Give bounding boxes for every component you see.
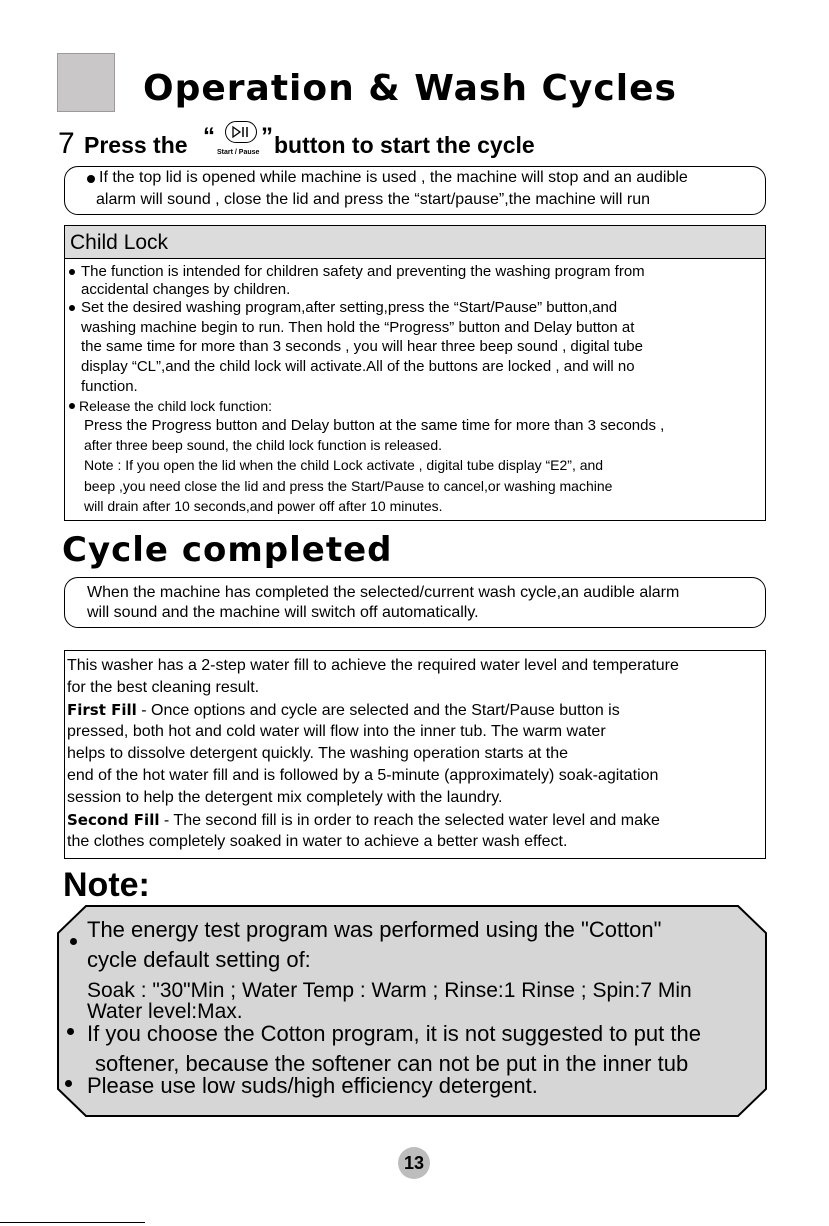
second-fill-line (67, 811, 660, 830)
note-line-5: If you choose the Cotton program, it is not suggested to put the (87, 1021, 701, 1046)
child-lock-line: will drain after 10 seconds,and power off after 10 minutes. (84, 498, 443, 514)
water-fill-line: session to help the detergent mix completely with the laundry. (67, 789, 503, 806)
water-fill-line: This washer has a 2-step water fill to achieve the required water level and temperature (67, 657, 679, 674)
lid-notice-box (64, 166, 766, 215)
child-lock-line: display “CL”,and the child lock will activate.All of the buttons are locked , and will no (81, 358, 635, 375)
child-lock-line: Press the Progress button and Delay button at the same time for more than 3 seconds , (84, 417, 665, 434)
child-lock-line: beep ,you need close the lid and press the Start/Pause to cancel,or washing machine (84, 478, 613, 494)
open-quote: “ (203, 123, 215, 150)
water-fill-line: the clothes completely soaked in water to achieve a better wash effect. (67, 833, 568, 850)
cycle-completed-title: Cycle completed (62, 530, 393, 570)
close-quote: ” (261, 123, 273, 150)
page-number: 13 (403, 1153, 425, 1173)
page-title: Operation & Wash Cycles (143, 68, 677, 109)
step-number: 7 (58, 127, 75, 160)
water-fill-line: end of the hot water fill and is followed by a 5-minute (approximately) soak-agitation (67, 767, 659, 784)
child-lock-line: the same time for more than 3 seconds , you will hear three beep sound , digital tube (81, 338, 643, 355)
child-lock-line: Set the desired washing program,after setting,press the “Start/Pause” button,and (81, 299, 618, 316)
water-fill-line: helps to dissolve detergent quickly. The washing operation starts at the (67, 745, 569, 762)
child-lock-line: after three beep sound, the child lock function is released. (84, 437, 442, 453)
start-pause-icon (225, 121, 257, 143)
child-lock-line: washing machine begin to run. Then hold the “Progress” button and Delay button at (81, 319, 635, 336)
bullet-icon (69, 269, 75, 275)
start-pause-caption: Start / Pause (217, 149, 260, 156)
footer-rule (0, 1222, 145, 1223)
note-line-2: cycle default setting of: (87, 947, 311, 972)
lid-notice-line-1: If the top lid is opened while machine is used , the machine will stop and an audible (99, 169, 688, 186)
child-lock-section (64, 225, 766, 521)
bullet-icon (70, 938, 77, 945)
water-fill-line: for the best cleaning result. (67, 679, 260, 696)
bullet-icon (69, 403, 75, 409)
header-gray-square (57, 53, 115, 112)
child-lock-line: function. (81, 378, 138, 395)
first-fill-text: - Once options and cycle are selected and the Start/Pause button is (136, 702, 620, 719)
bullet-icon (69, 305, 75, 311)
note-line-7: Please use low suds/high efficiency detergent. (87, 1073, 538, 1098)
first-fill-label: First Fill (67, 701, 137, 719)
child-lock-header (65, 226, 765, 259)
bullet-icon (87, 175, 95, 183)
step-text-before: Press the (84, 132, 188, 158)
child-lock-heading: Child Lock (70, 231, 169, 254)
page-number-badge (398, 1147, 430, 1179)
note-line-4: Water level:Max. (87, 1000, 243, 1023)
cycle-completed-line-1: When the machine has completed the selected/current wash cycle,an audible alarm (87, 584, 680, 601)
bullet-icon (67, 1028, 74, 1035)
child-lock-line: The function is intended for children safety and preventing the washing program from (81, 263, 645, 280)
child-lock-line: Note : If you open the lid when the child Lock activate , digital tube display “E2”, and (84, 457, 604, 473)
bullet-icon (65, 1080, 72, 1087)
water-fill-section (64, 650, 766, 859)
step-text-after: button to start the cycle (274, 132, 535, 158)
cycle-completed-box (64, 577, 766, 628)
cycle-completed-line-2: will sound and the machine will switch off automatically. (87, 604, 479, 621)
second-fill-label: Second Fill (67, 811, 160, 829)
note-line-6: softener, because the softener can not be put in the inner tub (95, 1051, 689, 1076)
child-lock-line: accidental changes by children. (81, 281, 291, 298)
lid-notice-line-2: alarm will sound , close the lid and press the “start/pause”,the machine will run (96, 191, 651, 208)
note-line-3: Soak : "30"Min ; Water Temp : Warm ; Rinse:1 Rinse ; Spin:7 Min (87, 979, 692, 1002)
second-fill-text: - The second fill is in order to reach the selected water level and make (159, 812, 660, 829)
note-line-1: The energy test program was performed using the "Cotton" (87, 917, 662, 942)
water-fill-line: pressed, both hot and cold water will flow into the inner tub. The warm water (67, 723, 606, 740)
note-title: Note: (63, 866, 150, 904)
first-fill-line (67, 701, 620, 720)
child-lock-line: Release the child lock function: (79, 398, 272, 414)
